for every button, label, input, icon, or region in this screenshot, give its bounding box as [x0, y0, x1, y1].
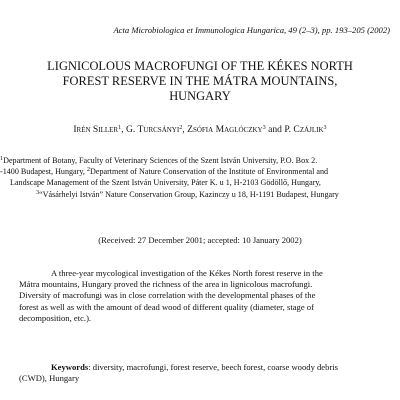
- affiliation-line-2: [0, 166, 400, 177]
- affiliation-text: “Vásárhelyi István” Nature Conservation Group, Kazinczy u 18, H-1191 Budapest, Hungary: [39, 189, 339, 199]
- affiliation-mark: 2: [86, 166, 91, 174]
- abstract-line-4: forest as well as with the amount of dead wood of different quality (diameter, stage of: [19, 301, 314, 312]
- author-separator: and: [265, 124, 285, 135]
- title-line-1: LIGNICOLOUS MACROFUNGI OF THE KÉKES NORTH: [47, 59, 353, 73]
- paper-title: [0, 59, 400, 105]
- abstract-line-2: Mátra mountains, Hungary proved the richness of the area in lignicolous macrofungi.: [19, 279, 313, 290]
- author-name: Zsófia Maglóczky: [187, 124, 263, 135]
- keywords-text: : diversity, macrofungi, forest reserve, beech forest, coarse woody debris: [88, 362, 339, 372]
- author-affiliation-mark: 3: [323, 124, 327, 131]
- keywords-line-1: [19, 362, 381, 373]
- author-list: [0, 124, 400, 135]
- affiliation-mark: 3: [36, 188, 40, 196]
- author-name: Irén Siller: [73, 124, 119, 135]
- affiliation-text: Department of Nature Conservation of the Institute of Environmental and: [90, 167, 329, 177]
- title-line-2: FOREST RESERVE IN THE MÁTRA MOUNTAINS,: [62, 74, 338, 89]
- abstract-line-3: Diversity of macrofungi was in close correlation with the developmental phases of the: [19, 290, 316, 301]
- abstract-line-5: decomposition, etc.).: [19, 312, 92, 323]
- affiliation-mark: 1: [0, 155, 4, 162]
- affiliation-line-1: [0, 155, 400, 166]
- author-affiliation-mark: 3: [262, 124, 266, 131]
- affiliation-text: Department of Botany, Faculty of Veterinary Sciences of the Szent István University, P.O. Box 2.: [3, 156, 318, 165]
- author-separator: ,: [121, 124, 126, 135]
- author-separator: ,: [182, 124, 188, 135]
- author-name: G. Turcsányi: [126, 124, 180, 135]
- abstract: [19, 268, 381, 324]
- journal-citation: Acta Microbiologica et Immunologica Hungarica, 49 (2–3), pp. 193–205 (2002): [113, 25, 390, 35]
- received-dates: (Received: 27 December 2001; accepted: 10 January 2002): [98, 235, 302, 245]
- keywords-line-2: (CWD), Hungary: [19, 373, 80, 384]
- keywords: [19, 362, 381, 384]
- affiliation-line-3: Landscape Management of the Szent István University, Páter K. u 1, H-2103 Gödöllő, Hungary,: [10, 178, 321, 188]
- author-name: P. Czájlik: [284, 124, 324, 135]
- author-affiliation-mark: 2: [179, 124, 183, 131]
- keywords-label: Keywords: [51, 362, 89, 372]
- title-line-3: HUNGARY: [169, 89, 231, 104]
- author-affiliation-mark: 1: [118, 124, 122, 131]
- affiliation-text: -1400 Budapest, Hungary,: [0, 167, 87, 177]
- abstract-line-1: A three-year mycological investigation of the Kékes North forest reserve in the: [51, 268, 323, 278]
- affiliations: [0, 155, 400, 200]
- affiliation-line-4: [0, 189, 400, 200]
